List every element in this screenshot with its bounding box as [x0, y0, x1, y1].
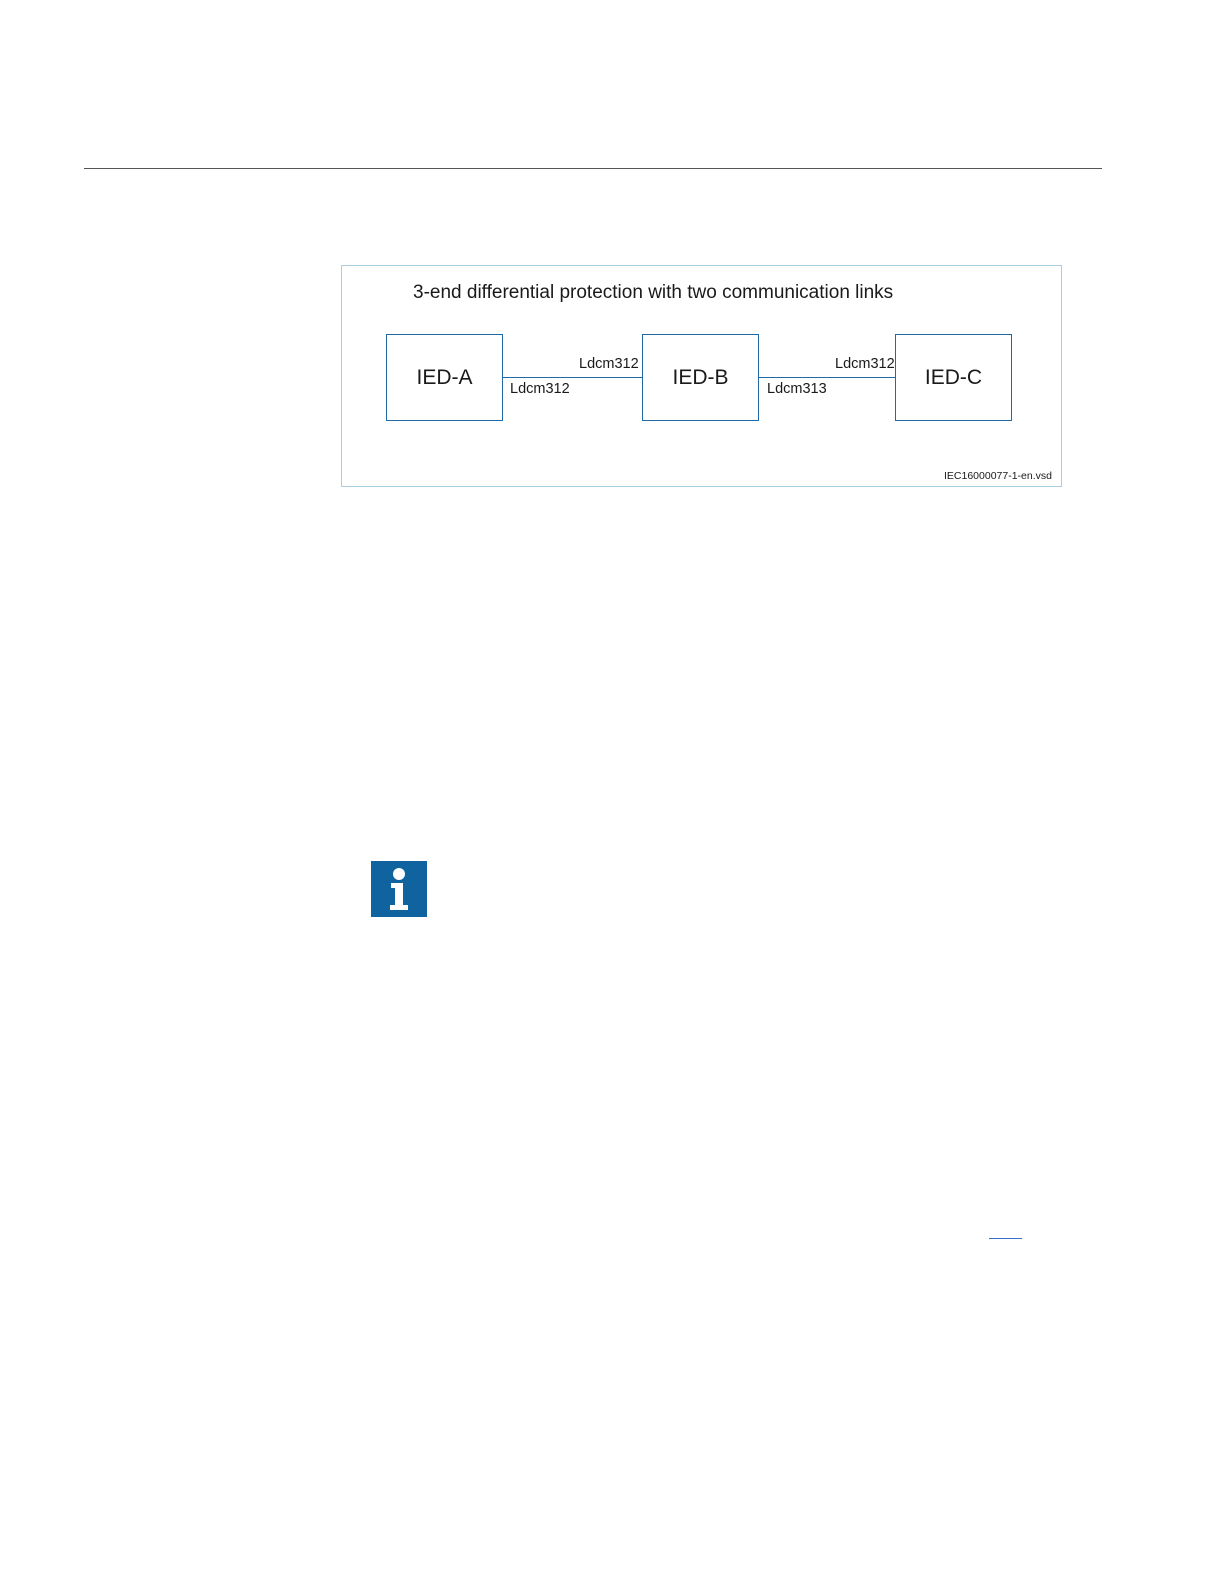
- link-a-b-label-a: Ldcm312: [510, 381, 570, 397]
- link-b-c: [759, 377, 895, 378]
- link-b-c-label-b: Ldcm313: [767, 381, 827, 397]
- ied-c-node: IED-C: [895, 334, 1012, 421]
- ied-b-node: IED-B: [642, 334, 759, 421]
- info-icon: [371, 861, 427, 917]
- link-a-b-label-b: Ldcm312: [579, 356, 639, 372]
- figure-frame: [341, 265, 1062, 487]
- hyperlink-underline[interactable]: [989, 1238, 1022, 1239]
- ied-a-node: IED-A: [386, 334, 503, 421]
- figure-file-reference: IEC16000077-1-en.vsd: [944, 470, 1052, 482]
- header-rule: [84, 168, 1102, 169]
- link-a-b: [503, 377, 642, 378]
- figure-title: 3-end differential protection with two communication links: [413, 282, 894, 303]
- link-b-c-label-c: Ldcm312: [835, 356, 895, 372]
